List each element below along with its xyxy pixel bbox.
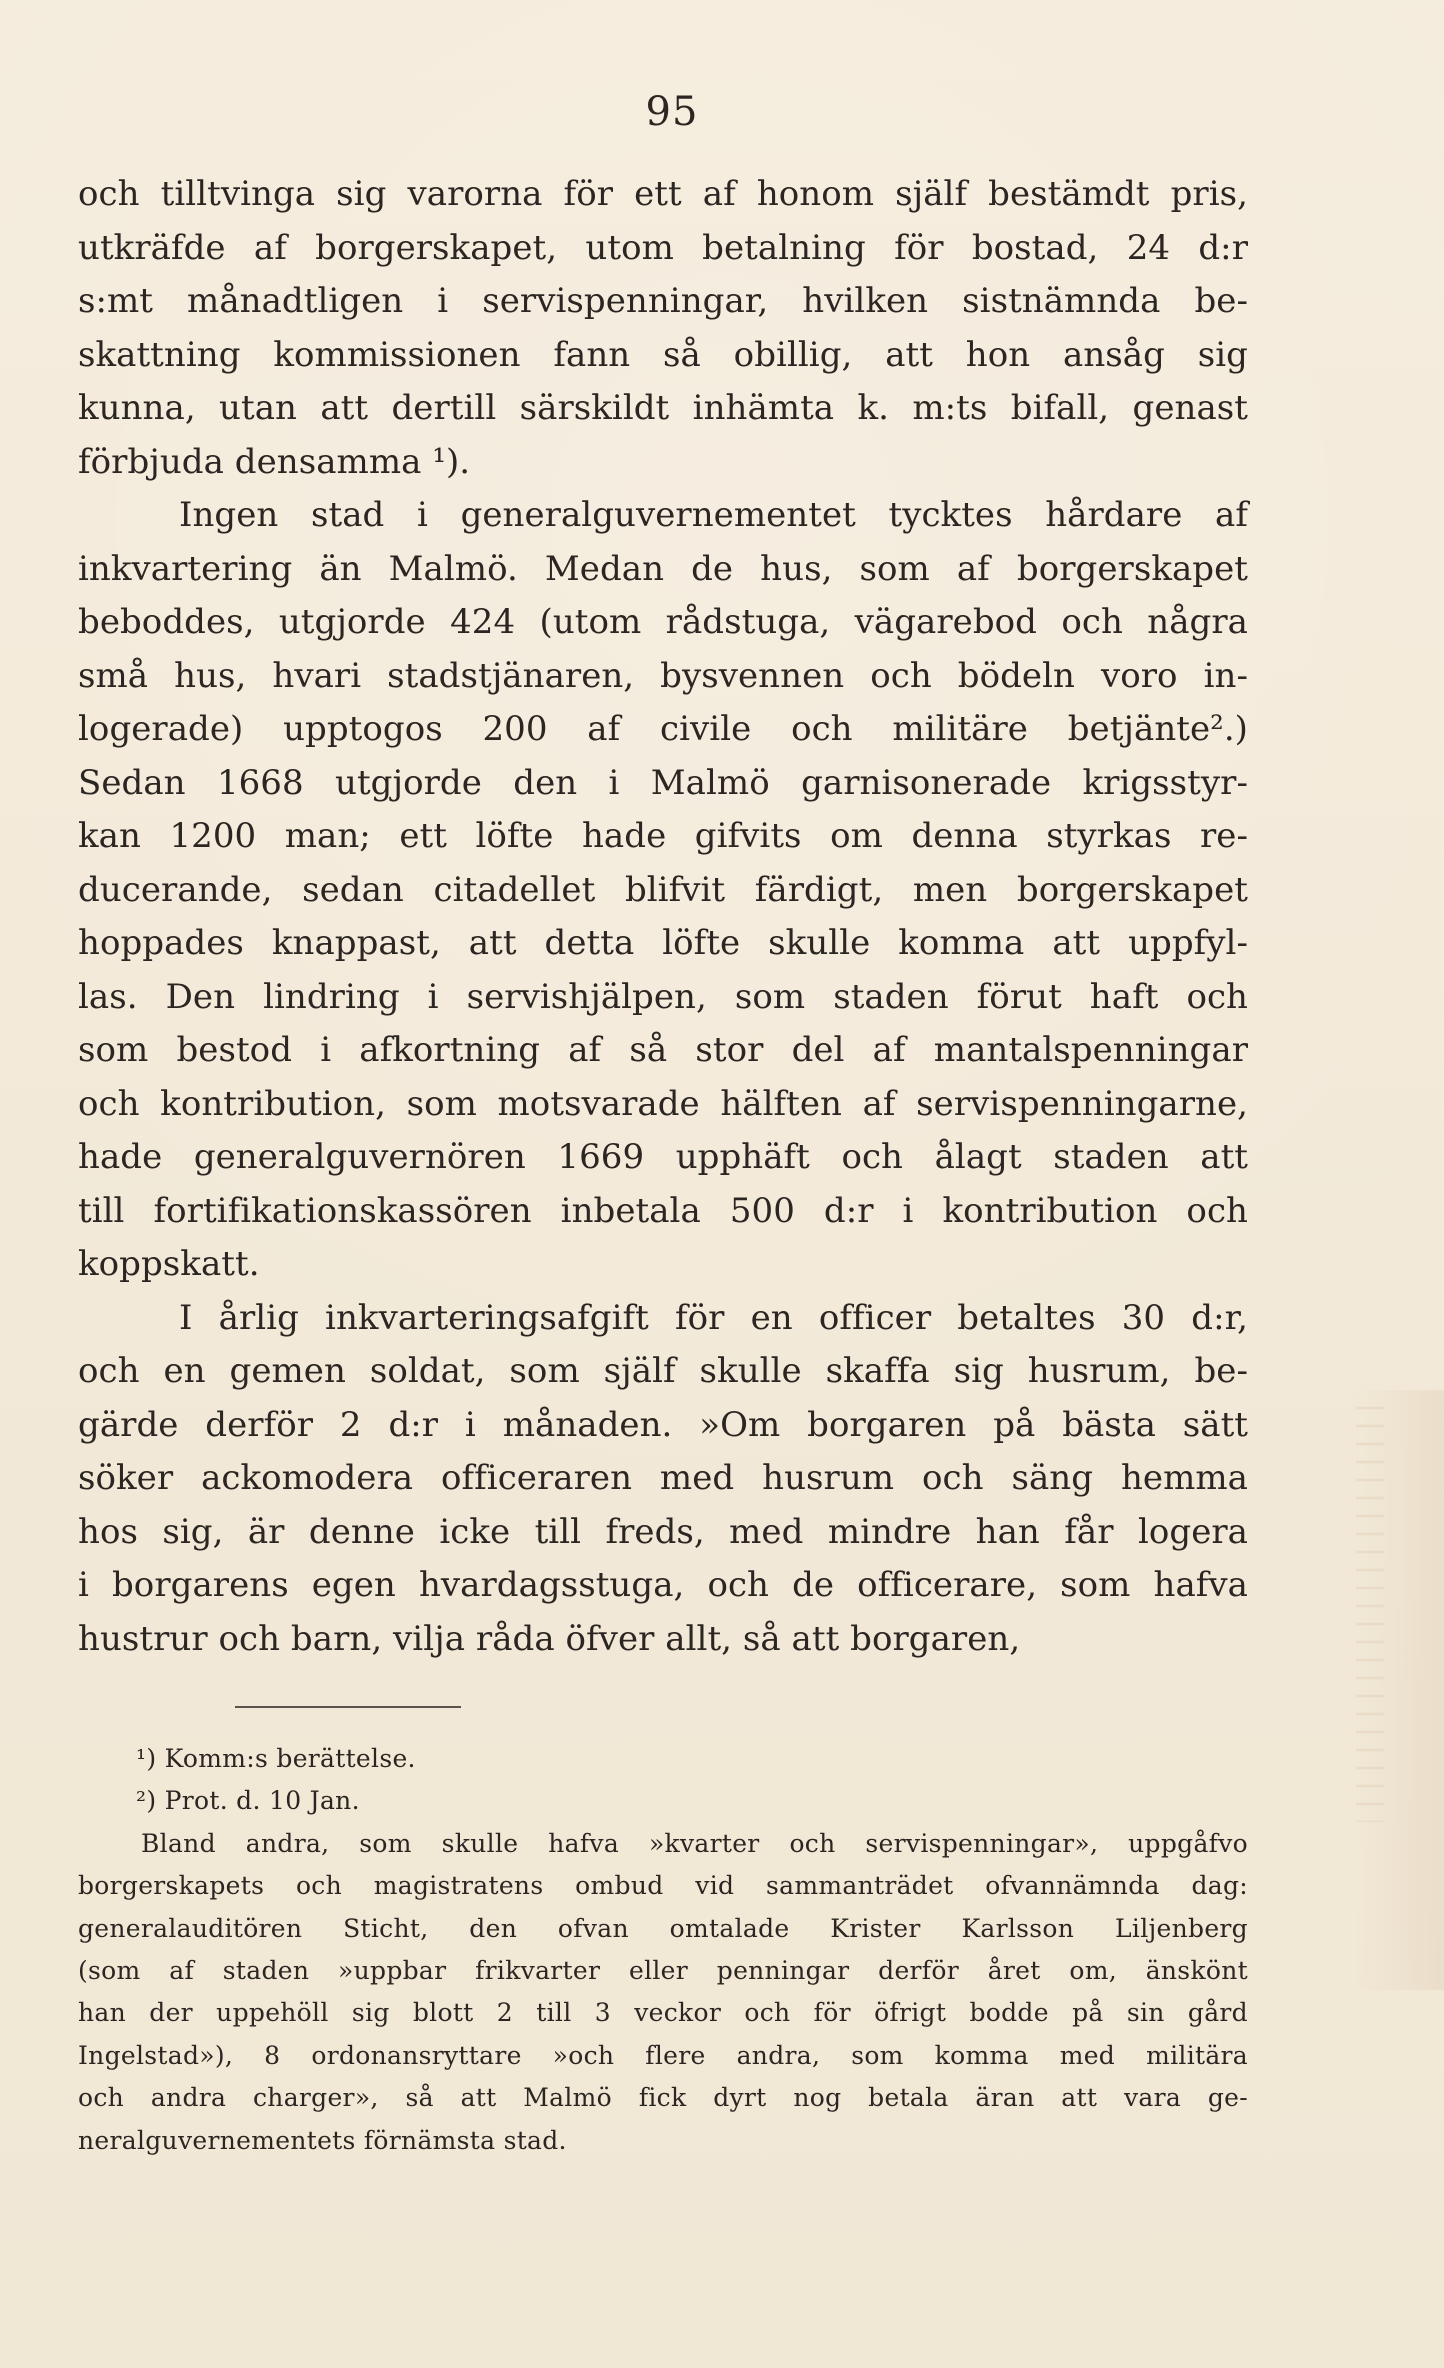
text-line: små hus, hvari stadstjänaren, bysvennen och bödeln voro in- [78,655,1248,696]
text-line: förbjuda densamma ¹). [78,441,471,482]
footnotes [78,1738,1248,2162]
footnote-line: generalauditören Sticht, den ofvan omtalade Krister Karlsson Liljenberg [78,1913,1248,1943]
text-line: hustrur och barn, vilja råda öfver allt, så att borgaren, [78,1618,1021,1659]
footnote-line: neralguvernementets förnämsta stad. [78,2125,567,2155]
text-line: i borgarens egen hvardagsstuga, och de officerare, som hafva [78,1565,1248,1605]
text-line: logerade) upptogos 200 af civile och militäre betjänte².) [78,709,1248,749]
footnote-line: ¹) Komm:s berättelse. [136,1744,416,1773]
text-line: utkräfde af borgerskapet, utom betalning för bostad, 24 d:r [78,227,1248,268]
text-line: och en gemen soldat, som själf skulle skaffa sig husrum, be- [78,1351,1248,1391]
text-line: och tilltvinga sig varorna för ett af honom själf bestämdt pris, [78,174,1248,214]
page-number: 95 [645,89,699,135]
text-line: koppskatt. [78,1244,260,1284]
text-line: till fortifikationskassören inbetala 500 d:r i kontribution och [78,1190,1248,1231]
text-line: kunna, utan att dertill särskildt inhämta k. m:ts bifall, genast [78,388,1248,428]
text-line: hos sig, är denne icke till freds, med mindre han får logera [78,1511,1248,1552]
footnote-line: (som af staden »uppbar frikvarter eller penningar derför året om, änskönt [78,1955,1248,1985]
text-line: och kontribution, som motsvarade hälften af servispenningarne, [78,1083,1248,1124]
main-text [78,168,1248,1666]
text-line: las. Den lindring i servishjälpen, som staden förut haft och [78,976,1248,1017]
text-line: Ingen stad i generalguvernementet tycktes hårdare af [179,495,1248,535]
footnote-line: borgerskapets och magistratens ombud vid sammanträdet ofvannämnda dag: [78,1871,1248,1901]
text-line: I årlig inkvarteringsafgift för en officer betaltes 30 d:r, [179,1297,1248,1338]
footnote-line: och andra charger», så att Malmö fick dyrt nog betala äran att vara ge- [78,2083,1248,2113]
text-line: beboddes, utgjorde 424 (utom rådstuga, vägarebod och några [78,602,1248,642]
paper-edge-mark [1356,1392,1384,1822]
footnote-line: han der uppehöll sig blott 2 till 3 veckor och för öfrigt bodde på sin gård [78,1998,1248,2028]
text-line: s:mt månadtligen i servispenningar, hvilken sistnämnda be- [78,281,1248,321]
text-line: som bestod i afkortning af så stor del af mantalspenningar [78,1030,1248,1070]
text-line: söker ackomodera officeraren med husrum och säng hemma [78,1458,1248,1498]
text-line: Sedan 1668 utgjorde den i Malmö garnisonerade krigsstyr- [78,762,1248,803]
footnote-line: ²) Prot. d. 10 Jan. [136,1786,360,1816]
text-line: kan 1200 man; ett löfte hade gifvits om denna styrkas re- [78,816,1248,856]
text-line: inkvartering än Malmö. Medan de hus, som af borgerskapet [78,548,1248,589]
text-line: hoppades knappast, att detta löfte skulle komma att uppfyl- [78,923,1248,963]
footnote-divider [235,1706,461,1708]
footnote-line: Ingelstad»), 8 ordonansryttare »och flere andra, som komma med militära [78,2040,1248,2070]
footnote-line: Bland andra, som skulle hafva »kvarter och servispenningar», uppgåfvo [141,1828,1248,1858]
text-line: skattning kommissionen fann så obillig, att hon ansåg sig [78,334,1248,375]
text-line: ducerande, sedan citadellet blifvit färdigt, men borgerskapet [78,869,1248,910]
text-line: hade generalguvernören 1669 upphäft och ålagt staden att [78,1137,1248,1177]
text-line: gärde derför 2 d:r i månaden. »Om borgaren på bästa sätt [78,1404,1248,1445]
